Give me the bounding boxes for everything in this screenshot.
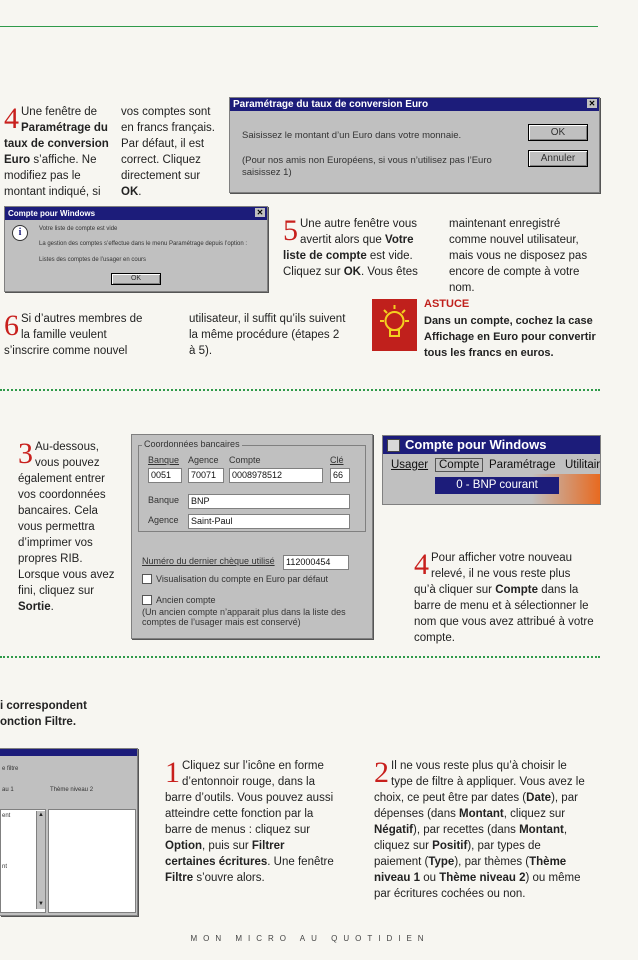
menu-window-titlebar	[383, 436, 600, 454]
step3-number: 3	[18, 437, 33, 470]
step6-col2: utilisateur, il suffit qu’ils suivent la même procédure (étapes 2 à 5).	[189, 313, 346, 357]
menu-window	[382, 435, 601, 505]
step4b-text: 4 Pour afficher votre nouveau relevé, il ne vous reste plus qu’à cliquer sur Compte dans la barre de menu et à sélectionner le nom que vous avez attribué à votre compte.	[414, 548, 594, 644]
menu-window-title: Compte pour Windows	[405, 437, 547, 452]
app-icon	[387, 439, 400, 452]
compte-dialog-line3: Listes des comptes de l’usager en cours	[39, 257, 147, 263]
ancien-checkbox[interactable]	[142, 595, 152, 605]
close-icon[interactable]: ✕	[256, 208, 264, 217]
banque-name-field[interactable]: BNP	[188, 494, 350, 509]
euro-conversion-dialog	[229, 97, 600, 193]
section-heading: i correspondent onction Filtre.	[0, 700, 87, 728]
ancien-note: (Un ancien compte n’apparait plus dans la liste des comptes de l’usager mais est conservé)	[142, 607, 346, 627]
step2-text: 2 Il ne vous reste plus qu’à choisir le type de filtre à appliquer. Vous avez le choix, ce peut être par dates (Date), par dépenses (dans Montant, cliquez sur Négatif), par recettes (dans Montant, cliquez sur Positif), par types de paiement (Type), par thèmes (Thème niveau 1 ou Thème niveau 2) ou même par écritures cochées ou non.	[374, 756, 585, 900]
col-compte-label: Compte	[229, 455, 261, 465]
euro-dialog-line2: (Pour nos amis non Européens, si vous n’utilisez pas l’Euro saisissez 1)	[242, 155, 492, 178]
cle-field[interactable]: 66	[330, 468, 350, 483]
footer-running-title: MON MICRO AU QUOTIDIEN	[190, 934, 430, 943]
filter-title-strip	[0, 749, 137, 756]
filter-label-1: e filtre	[2, 766, 19, 772]
ok-button[interactable]: OK	[111, 273, 161, 285]
close-icon[interactable]: ✕	[588, 99, 596, 108]
euro-checkbox[interactable]	[142, 574, 152, 584]
col-agence-label: Agence	[188, 455, 219, 465]
menu-utilitaires[interactable]: Utilitair	[565, 459, 601, 471]
cheque-number-field[interactable]: 112000454	[283, 555, 349, 570]
banque-code-field[interactable]: 0051	[148, 468, 182, 483]
step4b-number: 4	[414, 548, 429, 581]
section-separator	[0, 389, 600, 391]
step5-col2: maintenant enregistré comme nouvel utilisateur, mais vous ne disposez pas encore de compte à votre nom.	[449, 218, 588, 294]
menu-compte[interactable]: Compte	[435, 458, 483, 472]
euro-dialog-title: Paramétrage du taux de conversion Euro ✕	[230, 98, 599, 111]
step5-number: 5	[283, 214, 298, 247]
step3-text: 3 Au-dessous, vous pouvez également entrer vos coordonnées bancaires. Cela vous permettra d’imprimer vos propres RIB. Lorsque vous avez fini, cliquez sur Sortie.	[18, 437, 115, 613]
ok-button[interactable]: OK	[528, 124, 588, 141]
filter-item-1: ent	[2, 813, 11, 819]
astuce-title: ASTUCE	[424, 298, 470, 310]
step1-number: 1	[165, 756, 180, 789]
filter-item-2: nt	[2, 864, 8, 870]
cheque-label: Numéro du dernier chèque utilisé	[142, 556, 275, 566]
col-banque-label: Banque	[148, 455, 180, 465]
step1-text: 1 Cliquez sur l’icône en forme d’entonnoir rouge, dans la barre d’outils. Vous pouvez aussi atteindre cette fonction par la barre de menus : cliquez sur Option, puis sur Filtrer certaines écritures. Une fenêtre Filtre s’ouvre alors.	[165, 756, 334, 884]
filter-window	[0, 748, 138, 916]
theme-list-2[interactable]	[48, 809, 136, 913]
step4-number: 4	[4, 102, 19, 135]
filter-label-2: au 1	[2, 787, 14, 793]
ancien-checkbox-label: Ancien compte	[156, 595, 216, 605]
scrollbar[interactable]	[36, 811, 45, 909]
astuce-text: Dans un compte, cochez la case Affichage en Euro pour convertir tous les francs en euros.	[424, 315, 596, 359]
compte-dialog-title: Compte pour Windows ✕	[5, 207, 267, 220]
cancel-button[interactable]: Annuler	[528, 150, 588, 167]
scroll-up-icon[interactable]: ▲	[38, 812, 44, 818]
bank-group-label: Coordonnées bancaires	[144, 439, 240, 449]
euro-checkbox-label: Visualisation du compte en Euro par défaut	[156, 574, 328, 584]
compte-dialog-line1: Votre liste de compte est vide	[39, 226, 118, 232]
step2-number: 2	[374, 756, 389, 789]
filter-label-3: Thème niveau 2	[50, 787, 94, 793]
agence-name-field[interactable]: Saint-Paul	[188, 514, 350, 529]
agence-code-field[interactable]: 70071	[188, 468, 224, 483]
menu-usager[interactable]: Usager	[391, 459, 429, 471]
lightbulb-icon	[372, 299, 417, 351]
step4-col1: 4 Une fenêtre de Paramétrage du taux de conversion Euro s’affiche. Ne modifiez pas le montant indiqué, si	[4, 102, 109, 198]
compte-dialog-line2: La gestion des comptes s’effectue dans le menu Paramétrage depuis l’option :	[39, 241, 248, 247]
agence-label: Agence	[148, 515, 179, 525]
section-separator	[0, 656, 600, 658]
bank-details-form	[131, 434, 373, 639]
banque-label: Banque	[148, 495, 180, 505]
euro-dialog-line1: Saisissez le montant d’un Euro dans votre monnaie.	[242, 130, 462, 141]
account-item-bnp[interactable]: 0 - BNP courant	[435, 477, 559, 494]
menu-parametrage[interactable]: Paramétrage	[489, 459, 556, 471]
step6-number: 6	[4, 309, 19, 342]
step4-col2: vos comptes sont en francs français. Par défaut, il est correct. Cliquez directement sur OK.	[121, 106, 215, 198]
col-cle-label: Clé	[330, 455, 344, 465]
info-icon: i	[12, 225, 28, 241]
step6-col1: 6 Si d’autres membres de la famille veulent s’inscrire comme nouvel	[4, 309, 143, 357]
compte-number-field[interactable]: 0008978512	[229, 468, 323, 483]
step5-col1: 5 Une autre fenêtre vous avertit alors que Votre liste de compte est vide. Cliquez sur OK. Vous êtes	[283, 214, 418, 278]
scroll-down-icon[interactable]: ▼	[38, 901, 44, 907]
empty-list-dialog	[4, 206, 268, 292]
top-rule	[0, 26, 598, 27]
